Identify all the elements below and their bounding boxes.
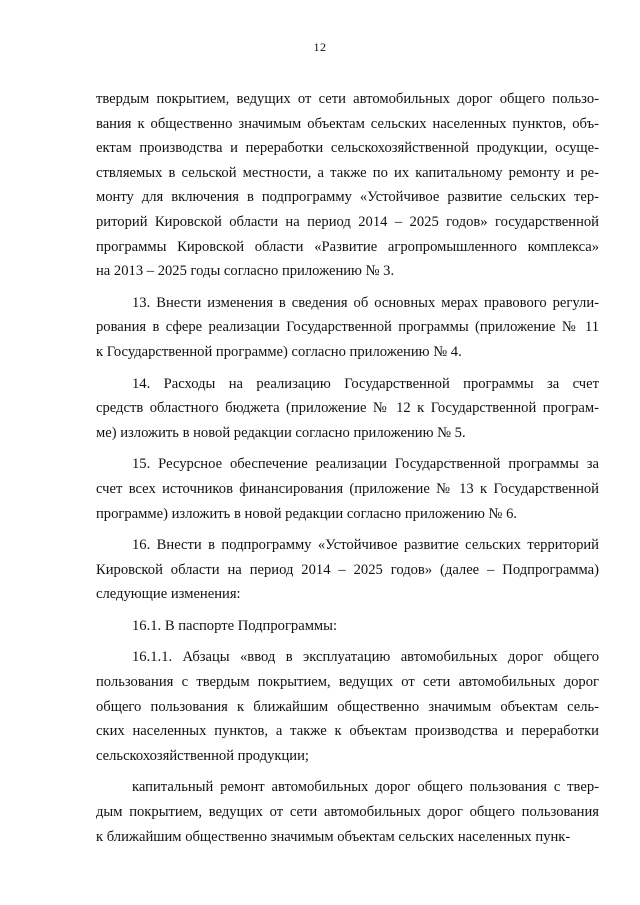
document-body [96,87,599,856]
text-line: общего пользования к ближайшим общественно значимым объектам сель- [96,698,599,715]
paragraph [96,291,599,365]
text-line: счет всех источников финансирования (приложение № 13 к Государственной [96,480,599,497]
text-line: ских населенных пунктов, а также к объектам производства и переработки [96,723,599,740]
text-line: ме) изложить в новой редакции согласно приложению № 5. [96,424,466,441]
paragraph [96,614,599,639]
text-line: 15. Ресурсное обеспечение реализации Государственной программы за [132,456,599,473]
text-line: 16. Внести в подпрограмму «Устойчивое развитие сельских территорий [132,537,599,554]
paragraph [96,452,599,526]
text-line: 16.1.1. Абзацы «ввод в эксплуатацию автомобильных дорог общего [132,649,599,666]
paragraph [96,533,599,607]
text-line: вания к общественно значимым объектам сельских населенных пунктов, объ- [96,115,599,132]
text-line: средств областного бюджета (приложение № 12 к Государственной програм- [96,400,599,417]
text-line: к ближайшим общественно значимым объектам сельских населенных пунк- [96,828,571,845]
text-line: программы Кировской области «Развитие агропромышленного комплекса» [96,238,599,255]
text-line: Кировской области на период 2014 – 2025 годов» (далее – Подпрограмма) [96,561,599,578]
text-line: капитальный ремонт автомобильных дорог общего пользования с твер- [132,779,599,796]
text-line: 13. Внести изменения в сведения об основных мерах правового регули- [132,294,599,311]
text-line: твердым покрытием, ведущих от сети автомобильных дорог общего пользо- [96,91,599,107]
text-line: на 2013 – 2025 годы согласно приложению № 3. [96,263,395,280]
text-line: пользования с твердым покрытием, ведущих от сети автомобильных дорог [96,674,599,691]
text-line: к Государственной программе) согласно приложению № 4. [96,343,462,360]
text-line: программе) изложить в новой редакции согласно приложению № 6. [96,505,518,522]
text-line: монту для включения в подпрограмму «Устойчивое развитие сельских тер- [96,189,599,206]
text-line: следующие изменения: [96,586,241,603]
page-number: 12 [313,40,327,54]
text-line: ектам производства и переработки сельскохозяйственной продукции, осуще- [96,140,599,157]
text-line: риторий Кировской области на период 2014 – 2025 годов» государственной [96,213,599,230]
text-line: 14. Расходы на реализацию Государственной программы за счет [132,375,599,392]
paragraph [96,372,599,446]
paragraph [96,645,599,768]
text-line: 16.1. В паспорте Подпрограммы: [132,617,338,634]
text-line: рования в сфере реализации Государственной программы (приложение № 11 [96,319,599,336]
text-line: ствляемых в сельской местности, а также по их капитальному ремонту и ре- [96,164,599,181]
paragraph [96,775,599,849]
text-line: дым покрытием, ведущих от сети автомобильных дорог общего пользования [96,804,599,821]
text-line: сельскохозяйственной продукции; [96,747,309,764]
paragraph [96,87,599,284]
